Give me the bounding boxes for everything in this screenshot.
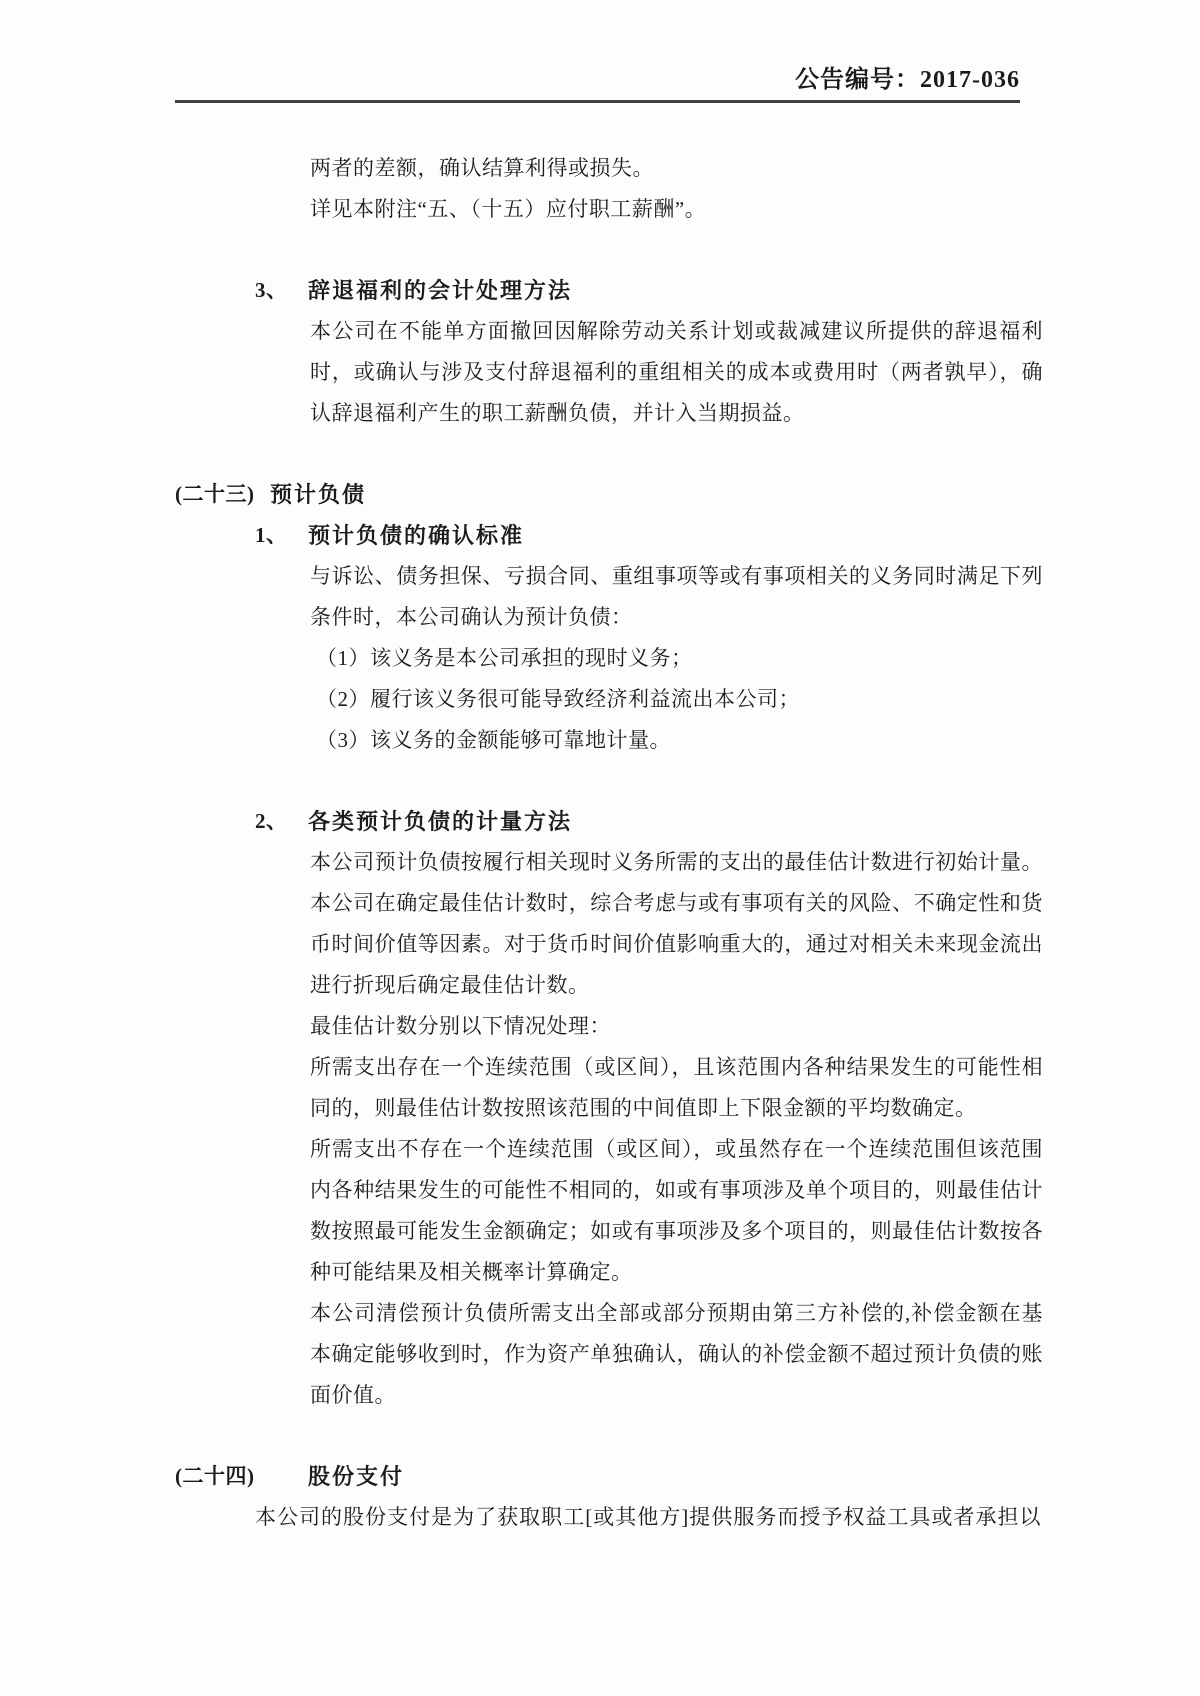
body-line: 币时间价值等因素。对于货币时间价值影响重大的，通过对相关未来现金流出 [310,932,1043,956]
body-line: 数按照最可能发生金额确定；如或有事项涉及多个项目的，则最佳估计数按各 [310,1219,1043,1243]
heading-number: 1、 [255,523,288,547]
heading-number: (二十四) [175,1464,255,1488]
section-23-1-body [310,556,1043,638]
body-line: 同的，则最佳估计数按照该范围的中间值即上下限金额的平均数确定。 [310,1096,977,1120]
heading-title: 股份支付 [308,1464,405,1489]
heading-title: 各类预计负债的计量方法 [308,809,573,834]
section-23-heading [175,474,1200,515]
body-line: 条件时，本公司确认为预计负债： [310,605,633,629]
heading-number: 2、 [255,809,288,833]
list-item: （1）该义务是本公司承担的现时义务； [316,646,693,670]
body-line: 所需支出存在一个连续范围（或区间），且该范围内各种结果发生的可能性相 [310,1055,1043,1079]
body-line: 种可能结果及相关概率计算确定。 [310,1260,633,1284]
recognition-criteria-list [316,638,1044,761]
section-3-heading [255,270,1200,311]
heading-number: (二十三) [175,482,255,506]
body-line: 本公司在确定最佳估计数时，综合考虑与或有事项有关的风险、不确定性和货 [310,891,1043,915]
body-line: 详见本附注“五、（十五）应付职工薪酬”。 [310,197,707,221]
body-line: 本公司清偿预计负债所需支出全部或部分预期由第三方补偿的,补偿金额在基 [310,1301,1043,1325]
section-24-body [255,1497,1041,1538]
body-line: 最佳估计数分别以下情况处理： [310,1014,611,1038]
section-3-body [310,311,1043,434]
list-item: （3）该义务的金额能够可靠地计量。 [316,728,671,752]
notice-number: 公告编号：2017-036 [795,67,1020,93]
body-line: 本公司的股份支付是为了获取职工[或其他方]提供服务而授予权益工具或者承担以 [255,1505,1041,1529]
section-23-2-body [310,842,1043,1416]
header-rule [175,100,1020,103]
heading-title: 预计负债 [270,482,367,507]
body-line: 面价值。 [310,1383,396,1407]
section-24-heading [175,1456,1200,1497]
body-line: 所需支出不存在一个连续范围（或区间），或虽然存在一个连续范围但该范围 [310,1137,1043,1161]
body-line: 认辞退福利产生的职工薪酬负债，并计入当期损益。 [310,401,805,425]
page-header [0,0,1020,96]
section-23-1-heading [255,515,1200,556]
heading-number: 3、 [255,278,288,302]
heading-title: 辞退福利的会计处理方法 [308,278,573,303]
body-line: 时，或确认与涉及支付辞退福利的重组相关的成本或费用时（两者孰早），确 [310,360,1043,384]
body-line: 本公司在不能单方面撤回因解除劳动关系计划或裁减建议所提供的辞退福利 [310,319,1043,343]
section-23-2-heading [255,801,1200,842]
body-line: 内各种结果发生的可能性不相同的，如或有事项涉及单个项目的，则最佳估计 [310,1178,1043,1202]
body-line: 与诉讼、债务担保、亏损合同、重组事项等或有事项相关的义务同时满足下列 [310,564,1043,588]
heading-title: 预计负债的确认标准 [308,523,525,548]
intro-paragraph [310,148,1043,230]
body-line: 本公司预计负债按履行相关现时义务所需的支出的最佳估计数进行初始计量。 [310,850,1043,874]
body-line: 进行折现后确定最佳估计数。 [310,973,590,997]
list-item: （2）履行该义务很可能导致经济利益流出本公司； [316,687,800,711]
body-line: 两者的差额，确认结算利得或损失。 [310,156,654,180]
body-line: 本确定能够收到时，作为资产单独确认，确认的补偿金额不超过预计负债的账 [310,1342,1043,1366]
